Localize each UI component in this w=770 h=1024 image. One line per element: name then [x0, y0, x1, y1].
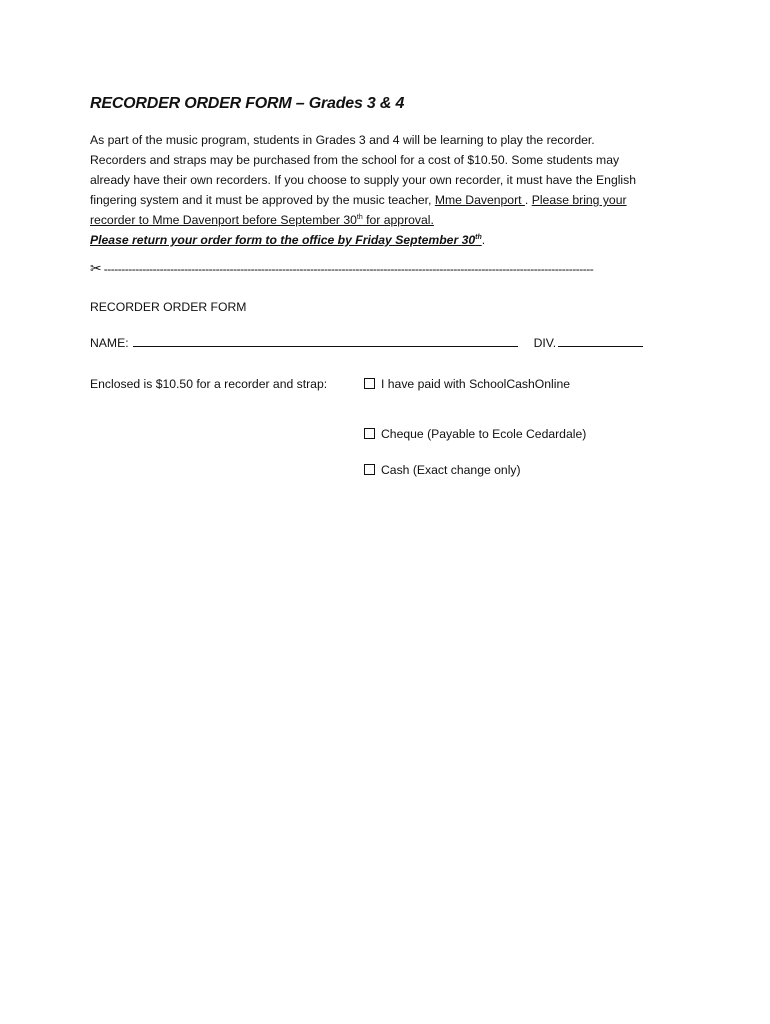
name-label: NAME: — [90, 336, 129, 350]
cut-line — [90, 258, 650, 278]
intro-line — [90, 210, 690, 230]
scissors-icon: ✂ — [90, 260, 102, 276]
checkbox[interactable] — [364, 378, 375, 389]
intro-line: Recorders and straps may be purchased from the school for a cost of $10.50. Some students may — [90, 153, 620, 167]
ordinal-suffix: th — [356, 214, 363, 221]
intro-text: fingering system and it must be approved by the music teacher, — [90, 193, 435, 207]
ordinal-suffix: th — [475, 234, 482, 241]
name-row — [90, 333, 643, 350]
option-label: I have paid with SchoolCashOnline — [381, 377, 571, 391]
teacher-name: Mme Davenport — [434, 193, 525, 207]
page-title: RECORDER ORDER FORM – Grades 3 & 4 — [90, 95, 405, 112]
option-cheque[interactable] — [364, 427, 586, 441]
deadline-text: Please return your order form to the office by Friday September 30 — [90, 233, 476, 247]
deadline-line — [90, 230, 690, 250]
intro-line: As part of the music program, students in Grades 3 and 4 will be learning to play the recorder. — [90, 133, 595, 147]
intro-line — [90, 190, 690, 210]
name-field[interactable] — [133, 333, 518, 347]
option-label: Cash (Exact change only) — [381, 463, 521, 477]
option-schoolcashonline[interactable] — [364, 377, 570, 391]
deadline-period: . — [481, 233, 486, 247]
checkbox[interactable] — [364, 428, 375, 439]
div-field[interactable] — [558, 333, 643, 347]
option-cash[interactable] — [364, 463, 521, 477]
intro-paragraph — [90, 130, 690, 250]
approval-note: recorder to Mme Davenport before September 30 — [90, 213, 357, 227]
enclosed-label: Enclosed is $10.50 for a recorder and strap: — [90, 377, 328, 391]
dash-line: -------------------------------------------------------------------------------------------------------------------------------------------- — [103, 262, 594, 276]
bring-recorder-note: Please bring your — [531, 193, 627, 207]
deadline-note — [90, 233, 482, 247]
approval-note-end: for approval. — [362, 213, 434, 227]
option-label: Cheque (Payable to Ecole Cedardale) — [381, 427, 587, 441]
form-title: RECORDER ORDER FORM — [90, 300, 247, 314]
div-label: DIV. — [533, 336, 557, 350]
intro-text: . — [524, 193, 532, 207]
checkbox[interactable] — [364, 464, 375, 475]
intro-line: already have their own recorders. If you choose to supply your own recorder, it must have the English — [90, 173, 637, 187]
